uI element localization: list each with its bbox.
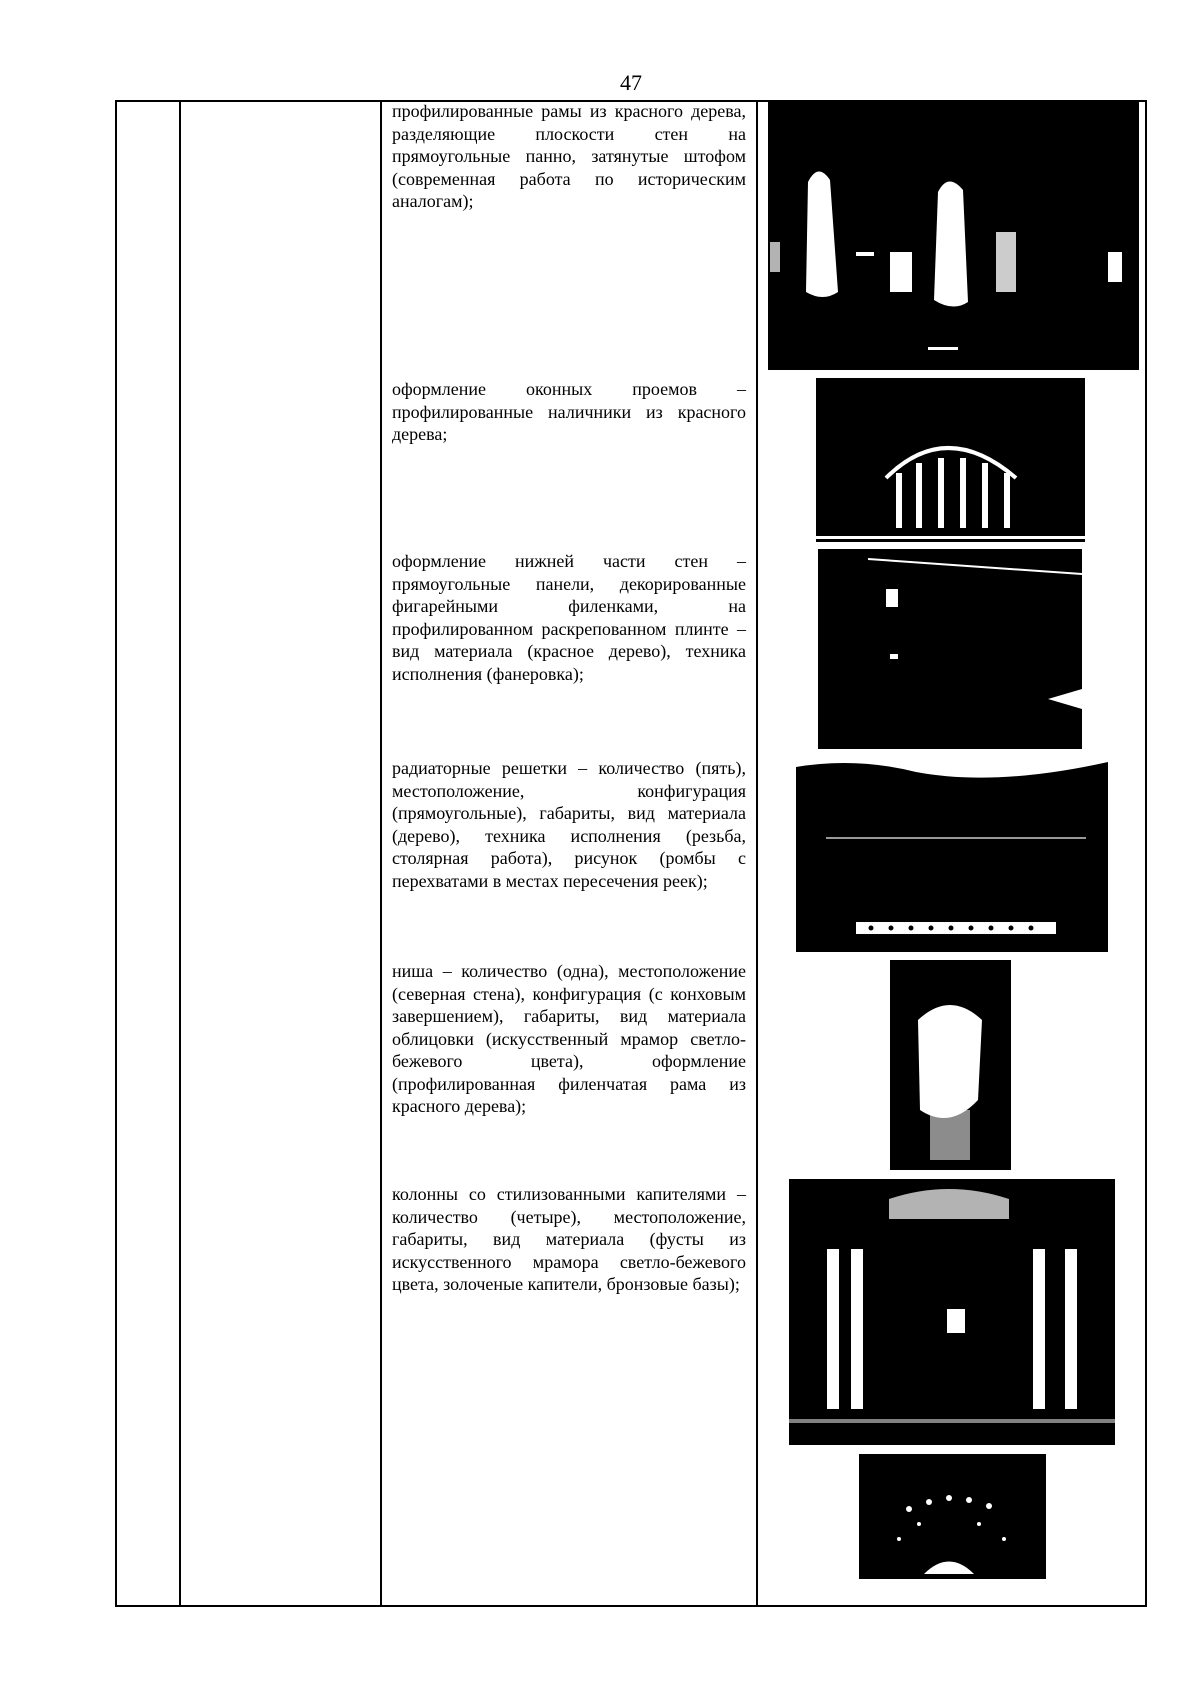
description-window: оформление оконных проемов – профилированные наличники из красного дерева;: [392, 379, 746, 444]
interior-photo-columns: [789, 1179, 1115, 1445]
interior-photo-walls: [768, 102, 1139, 370]
description-radiator-grilles: радиаторные решетки – количество (пять), местоположение, конфигурация (прямоугольные), габариты, вид материала (дерево), техника исполнения (резьба, столярная работа), рисунок (ромбы с перехватами в местах пересечения реек);: [392, 758, 746, 891]
page-number: 47: [620, 70, 642, 95]
interior-photo-wall-panels: [818, 549, 1082, 749]
table-column-divider-3: [756, 100, 758, 1607]
table-column-divider-2: [380, 100, 382, 1607]
interior-photo-niche: [890, 960, 1011, 1170]
table-column-divider-1: [179, 100, 181, 1607]
interior-photo-window: [816, 378, 1085, 542]
interior-photo-capital: [859, 1454, 1046, 1579]
description-columns: колонны со стилизованными капителями – количество (четыре), местоположение, габариты, вид материала (фусты из искусственного мрамора светло-бежевого цвета, золоченые капители, бронзовые базы);: [392, 1184, 746, 1294]
description-wall-panels: оформление нижней части стен – прямоугольные панели, декорированные фигарейными филенками, на профилированном раскрепованном плинте – вид материала (красное дерево), техника исполнения (фанеровка);: [392, 551, 746, 684]
interior-photo-radiator-grille: [796, 757, 1108, 952]
description-niche: ниша – количество (одна), местоположение (северная стена), конфигурация (с конховым завершением), габариты, вид материала облицовки (искусственный мрамор светло-бежевого цвета), оформление (профилированная филенчатая рама из красного дерева);: [392, 961, 746, 1116]
description-walls: профилированные рамы из красного дерева, разделяющие плоскости стен на прямоугольные панно, затянутые штофом (современная работа по историческим аналогам);: [392, 101, 746, 211]
